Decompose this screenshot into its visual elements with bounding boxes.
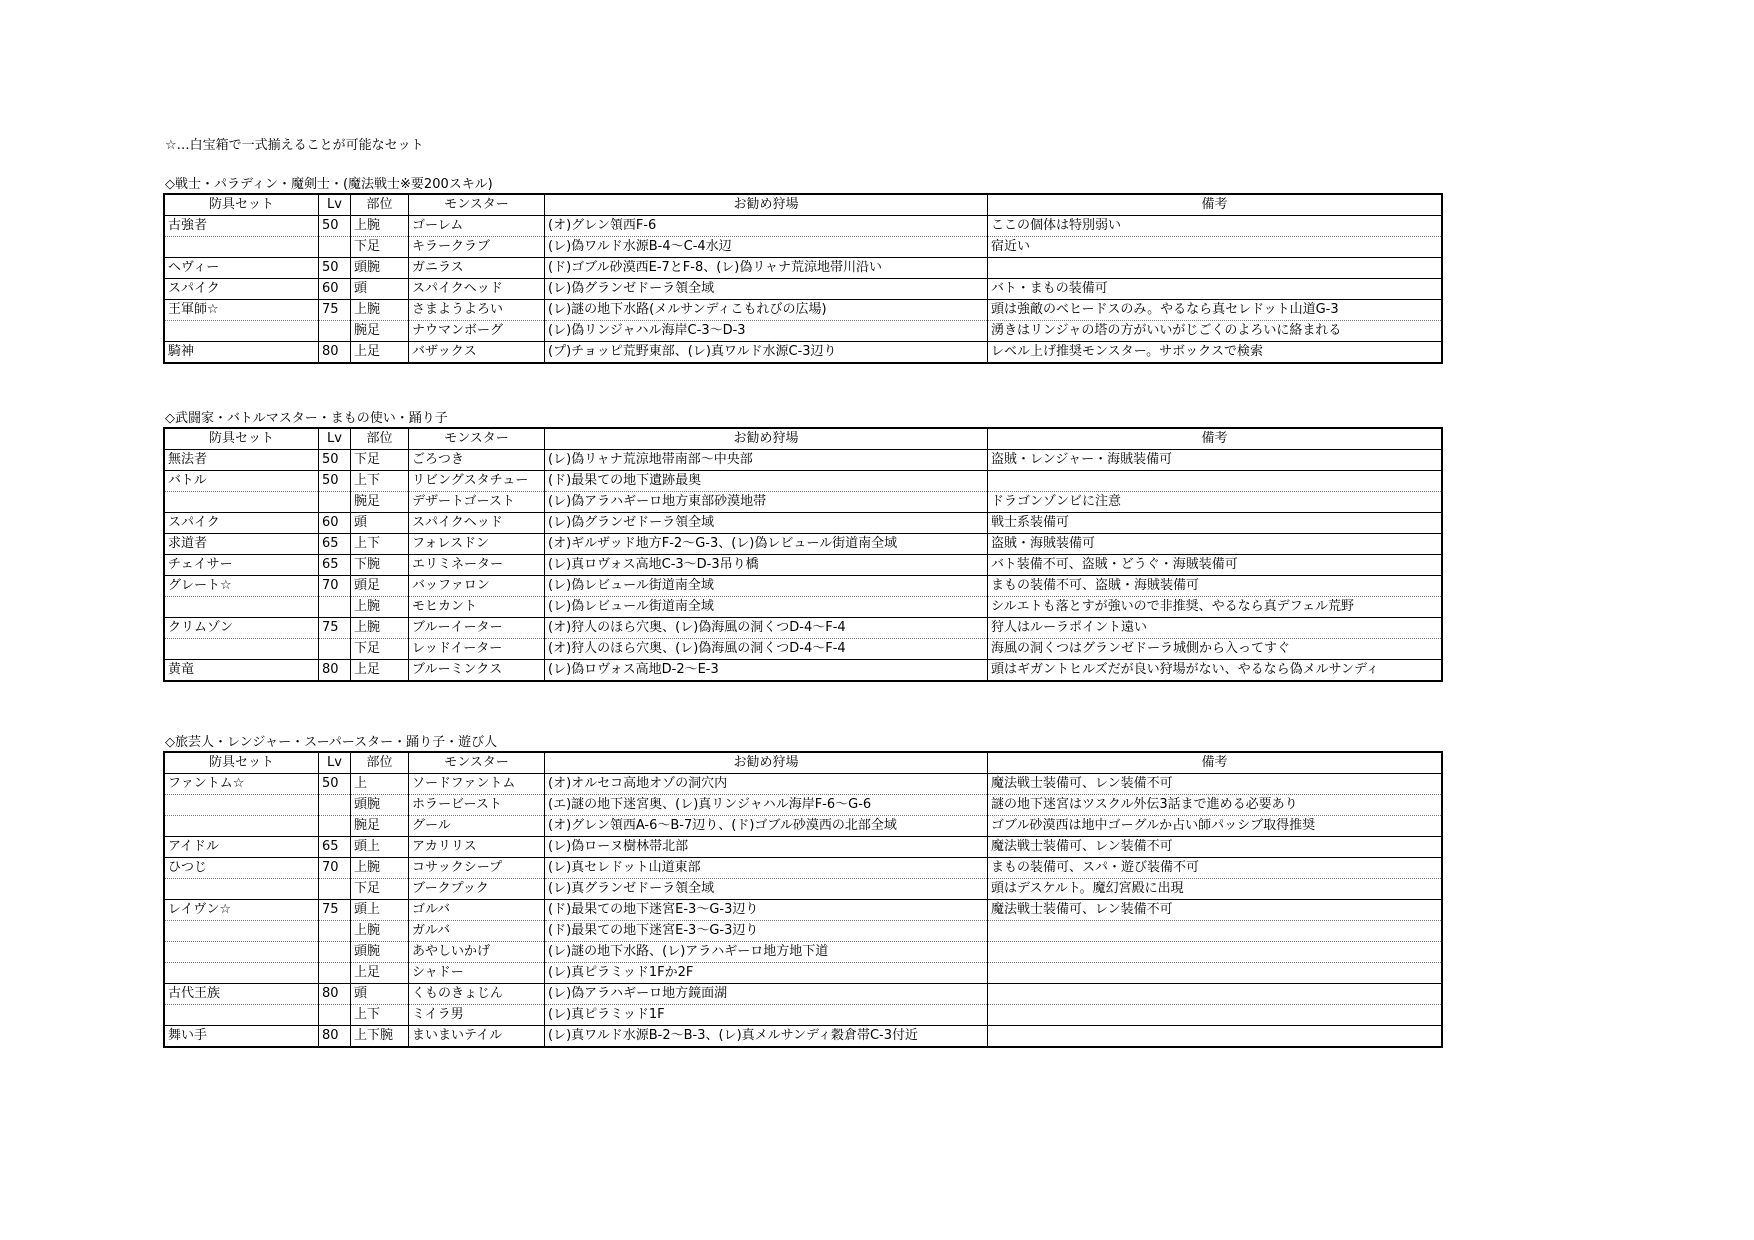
monster-cell: ブルーイーター	[409, 618, 545, 639]
header-monster: モンスター	[409, 428, 545, 450]
part-cell: 下足	[351, 450, 409, 471]
table-row	[164, 576, 1442, 597]
armor-set-cell	[164, 816, 319, 837]
monster-cell: さまようよろい	[409, 300, 545, 321]
part-cell: 上腕	[351, 597, 409, 618]
armor-set-cell	[164, 639, 319, 660]
hunting-ground-cell: (レ)真ピラミッド1F	[545, 1005, 988, 1026]
table-header-row	[164, 428, 1442, 450]
remarks-cell: バト装備不可、盗賊・どうぐ・海賊装備可	[988, 555, 1443, 576]
part-cell: 頭上	[351, 837, 409, 858]
part-cell: 上足	[351, 963, 409, 984]
part-cell: 頭	[351, 513, 409, 534]
part-cell: 下足	[351, 879, 409, 900]
part-cell: 頭足	[351, 576, 409, 597]
level-cell: 65	[319, 555, 351, 576]
table-row	[164, 837, 1442, 858]
armor-set-cell	[164, 597, 319, 618]
level-cell	[319, 942, 351, 963]
hunting-ground-cell: (ド)最果ての地下迷宮E-3～G-3辺り	[545, 900, 988, 921]
monster-cell: スパイクヘッド	[409, 513, 545, 534]
table-row	[164, 534, 1442, 555]
hunting-ground-cell: (エ)謎の地下迷宮奥、(レ)真リンジャハル海岸F-6～G-6	[545, 795, 988, 816]
monster-cell: デザートゴースト	[409, 492, 545, 513]
monster-cell: リビングスタチュー	[409, 471, 545, 492]
header-lv: Lv	[319, 428, 351, 450]
hunting-ground-cell: (レ)謎の地下水路(メルサンディこもれびの広場)	[545, 300, 988, 321]
table-row	[164, 879, 1442, 900]
remarks-cell	[988, 942, 1443, 963]
hunting-ground-cell: (オ)狩人のほら穴奥、(レ)偽海風の洞くつD-4～F-4	[545, 618, 988, 639]
monster-cell: モヒカント	[409, 597, 545, 618]
table-row	[164, 639, 1442, 660]
armor-set-cell	[164, 492, 319, 513]
level-cell	[319, 639, 351, 660]
monster-cell: ブークプック	[409, 879, 545, 900]
hunting-ground-cell: (オ)ギルザッド地方F-2～G-3、(レ)偽レビュール街道南全域	[545, 534, 988, 555]
level-cell	[319, 492, 351, 513]
equipment-table	[163, 427, 1443, 682]
table-row	[164, 660, 1442, 682]
level-cell: 60	[319, 279, 351, 300]
part-cell: 頭	[351, 984, 409, 1005]
armor-set-cell	[164, 963, 319, 984]
table-row	[164, 795, 1442, 816]
monster-cell: ナウマンボーグ	[409, 321, 545, 342]
level-cell	[319, 321, 351, 342]
armor-set-cell: 求道者	[164, 534, 319, 555]
level-cell: 50	[319, 450, 351, 471]
remarks-cell	[988, 471, 1443, 492]
part-cell: 上足	[351, 660, 409, 682]
equipment-table	[163, 751, 1443, 1048]
remarks-cell: 盗賊・レンジャー・海賊装備可	[988, 450, 1443, 471]
hunting-ground-cell: (レ)偽リャナ荒涼地帯南部～中央部	[545, 450, 988, 471]
remarks-cell: 宿近い	[988, 237, 1443, 258]
table-row	[164, 237, 1442, 258]
part-cell: 上下	[351, 534, 409, 555]
hunting-ground-cell: (ド)最果ての地下迷宮E-3～G-3辺り	[545, 921, 988, 942]
table-row	[164, 858, 1442, 879]
level-cell: 50	[319, 774, 351, 795]
part-cell: 上下腕	[351, 1026, 409, 1048]
remarks-cell	[988, 984, 1443, 1005]
table-row	[164, 216, 1442, 237]
armor-set-cell: アイドル	[164, 837, 319, 858]
armor-set-cell: 古強者	[164, 216, 319, 237]
table-row	[164, 492, 1442, 513]
remarks-cell: まもの装備可、スパ・遊び装備不可	[988, 858, 1443, 879]
header-remarks: 備考	[988, 752, 1443, 774]
armor-set-cell: 古代王族	[164, 984, 319, 1005]
monster-cell: グール	[409, 816, 545, 837]
armor-set-cell: スパイク	[164, 513, 319, 534]
remarks-cell: ここの個体は特別弱い	[988, 216, 1443, 237]
level-cell	[319, 816, 351, 837]
remarks-cell: 海風の洞くつはグランゼドーラ城側から入ってすぐ	[988, 639, 1443, 660]
part-cell: 頭腕	[351, 258, 409, 279]
part-cell: 上	[351, 774, 409, 795]
header-monster: モンスター	[409, 752, 545, 774]
table-row	[164, 900, 1442, 921]
monster-cell: フォレスドン	[409, 534, 545, 555]
table-row	[164, 984, 1442, 1005]
hunting-ground-cell: (レ)真セレドット山道東部	[545, 858, 988, 879]
armor-set-cell: バトル	[164, 471, 319, 492]
remarks-cell	[988, 921, 1443, 942]
header-remarks: 備考	[988, 428, 1443, 450]
armor-set-cell: ファントム☆	[164, 774, 319, 795]
armor-set-cell: 無法者	[164, 450, 319, 471]
part-cell: 頭上	[351, 900, 409, 921]
level-cell	[319, 921, 351, 942]
armor-set-cell	[164, 1005, 319, 1026]
header-part: 部位	[351, 752, 409, 774]
monster-cell: ガニラス	[409, 258, 545, 279]
armor-set-cell: チェイサー	[164, 555, 319, 576]
remarks-cell: まもの装備不可、盗賊・海賊装備可	[988, 576, 1443, 597]
header-part: 部位	[351, 428, 409, 450]
hunting-ground-cell: (オ)グレン領西F-6	[545, 216, 988, 237]
remarks-cell: 魔法戦士装備可、レン装備不可	[988, 774, 1443, 795]
section-title: ◇旅芸人・レンジャー・スーパースター・踊り子・遊び人	[165, 735, 498, 750]
remarks-cell: 湧きはリンジャの塔の方がいいがじごくのよろいに絡まれる	[988, 321, 1443, 342]
table-row	[164, 618, 1442, 639]
header-hunting-ground: お勧め狩場	[545, 194, 988, 216]
part-cell: 下腕	[351, 555, 409, 576]
remarks-cell: 盗賊・海賊装備可	[988, 534, 1443, 555]
remarks-cell: 戦士系装備可	[988, 513, 1443, 534]
part-cell: 頭腕	[351, 795, 409, 816]
remarks-cell: バト・まもの装備可	[988, 279, 1443, 300]
remarks-cell: 魔法戦士装備可、レン装備不可	[988, 837, 1443, 858]
monster-cell: ミイラ男	[409, 1005, 545, 1026]
remarks-cell: 頭はデスケルト。魔幻宮殿に出現	[988, 879, 1443, 900]
table-row	[164, 597, 1442, 618]
hunting-ground-cell: (レ)謎の地下水路、(レ)アラハギーロ地方地下道	[545, 942, 988, 963]
remarks-cell: 頭は強敵のベヒードスのみ。やるなら真セレドット山道G-3	[988, 300, 1443, 321]
header-lv: Lv	[319, 194, 351, 216]
monster-cell: まいまいテイル	[409, 1026, 545, 1048]
part-cell: 頭	[351, 279, 409, 300]
hunting-ground-cell: (ド)ゴブル砂漠西E-7とF-8、(レ)偽リャナ荒涼地帯川沿い	[545, 258, 988, 279]
header-lv: Lv	[319, 752, 351, 774]
hunting-ground-cell: (レ)真グランゼドーラ領全域	[545, 879, 988, 900]
table-row	[164, 513, 1442, 534]
monster-cell: ソードファントム	[409, 774, 545, 795]
hunting-ground-cell: (レ)偽アラハギーロ地方鏡面湖	[545, 984, 988, 1005]
header-armor-set: 防具セット	[164, 428, 319, 450]
section-title: ◇武闘家・バトルマスター・まもの使い・踊り子	[165, 411, 448, 426]
part-cell: 上下	[351, 471, 409, 492]
monster-cell: ごろつき	[409, 450, 545, 471]
section-martial-artist	[163, 410, 1426, 682]
remarks-cell: レベル上げ推奨モンスター。サボックスで検索	[988, 342, 1443, 364]
level-cell: 60	[319, 513, 351, 534]
table-row	[164, 942, 1442, 963]
level-cell: 50	[319, 258, 351, 279]
level-cell: 75	[319, 900, 351, 921]
header-armor-set: 防具セット	[164, 752, 319, 774]
armor-set-cell: 舞い手	[164, 1026, 319, 1048]
level-cell	[319, 795, 351, 816]
table-header-row	[164, 194, 1442, 216]
part-cell: 頭腕	[351, 942, 409, 963]
table-row	[164, 450, 1442, 471]
part-cell: 上腕	[351, 618, 409, 639]
hunting-ground-cell: (レ)偽レビュール街道南全域	[545, 576, 988, 597]
level-cell: 75	[319, 618, 351, 639]
level-cell: 80	[319, 342, 351, 364]
monster-cell: ホラービースト	[409, 795, 545, 816]
remarks-cell: ドラゴンゾンビに注意	[988, 492, 1443, 513]
monster-cell: ゴルバ	[409, 900, 545, 921]
part-cell: 上腕	[351, 858, 409, 879]
armor-set-cell: 黄竜	[164, 660, 319, 682]
armor-set-cell	[164, 879, 319, 900]
table-row	[164, 300, 1442, 321]
remarks-cell: シルエトも落とすが強いので非推奨、やるなら真デフェル荒野	[988, 597, 1443, 618]
section-warrior	[163, 176, 1426, 364]
hunting-ground-cell: (レ)真ワルド水源B-2～B-3、(レ)真メルサンディ穀倉帯C-3付近	[545, 1026, 988, 1048]
armor-set-cell: スパイク	[164, 279, 319, 300]
remarks-cell: 魔法戦士装備可、レン装備不可	[988, 900, 1443, 921]
table-row	[164, 1005, 1442, 1026]
level-cell: 70	[319, 576, 351, 597]
level-cell: 65	[319, 534, 351, 555]
table-row	[164, 258, 1442, 279]
armor-set-cell	[164, 942, 319, 963]
header-hunting-ground: お勧め狩場	[545, 428, 988, 450]
hunting-ground-cell: (レ)偽レビュール街道南全域	[545, 597, 988, 618]
header-monster: モンスター	[409, 194, 545, 216]
hunting-ground-cell: (レ)真ロヴォス高地C-3～D-3吊り橋	[545, 555, 988, 576]
level-cell	[319, 237, 351, 258]
remarks-cell: ゴブル砂漠西は地中ゴーグルか占い師パッシブ取得推奨	[988, 816, 1443, 837]
remarks-cell	[988, 1026, 1443, 1048]
remarks-cell	[988, 258, 1443, 279]
hunting-ground-cell: (ド)最果ての地下遺跡最奥	[545, 471, 988, 492]
table-row	[164, 321, 1442, 342]
armor-set-cell: ヘヴィー	[164, 258, 319, 279]
part-cell: 腕足	[351, 816, 409, 837]
table-row	[164, 816, 1442, 837]
remarks-cell	[988, 963, 1443, 984]
hunting-ground-cell: (オ)グレン領西A-6～B-7辺り、(ド)ゴブル砂漠西の北部全域	[545, 816, 988, 837]
table-row	[164, 555, 1442, 576]
equipment-table	[163, 193, 1443, 364]
hunting-ground-cell: (レ)偽アラハギーロ地方東部砂漠地帯	[545, 492, 988, 513]
table-row	[164, 921, 1442, 942]
level-cell	[319, 879, 351, 900]
monster-cell: スパイクヘッド	[409, 279, 545, 300]
monster-cell: アカリリス	[409, 837, 545, 858]
armor-set-cell	[164, 237, 319, 258]
monster-cell: バザックス	[409, 342, 545, 364]
hunting-ground-cell: (レ)偽ワルド水源B-4～C-4水辺	[545, 237, 988, 258]
level-cell: 70	[319, 858, 351, 879]
armor-set-cell: クリムゾン	[164, 618, 319, 639]
monster-cell: あやしいかげ	[409, 942, 545, 963]
part-cell: 腕足	[351, 492, 409, 513]
armor-set-cell	[164, 795, 319, 816]
section-title: ◇戦士・パラディン・魔剣士・(魔法戦士※要200スキル)	[165, 177, 493, 192]
monster-cell: シャドー	[409, 963, 545, 984]
table-header-row	[164, 752, 1442, 774]
remarks-cell: 頭はギガントヒルズだが良い狩場がない、やるなら偽メルサンディ	[988, 660, 1443, 682]
level-cell: 80	[319, 1026, 351, 1048]
monster-cell: ガルバ	[409, 921, 545, 942]
monster-cell: ゴーレム	[409, 216, 545, 237]
level-cell: 50	[319, 216, 351, 237]
armor-set-cell	[164, 321, 319, 342]
level-cell: 75	[319, 300, 351, 321]
armor-set-cell: グレート☆	[164, 576, 319, 597]
monster-cell: コサックシープ	[409, 858, 545, 879]
armor-set-cell: ひつじ	[164, 858, 319, 879]
remarks-cell: 狩人はルーラポイント遠い	[988, 618, 1443, 639]
hunting-ground-cell: (レ)偽ローヌ樹林帯北部	[545, 837, 988, 858]
header-armor-set: 防具セット	[164, 194, 319, 216]
hunting-ground-cell: (レ)真ピラミッド1Fか2F	[545, 963, 988, 984]
part-cell: 下足	[351, 639, 409, 660]
armor-set-cell	[164, 921, 319, 942]
remarks-cell: 謎の地下迷宮はツスクル外伝3話まで進める必要あり	[988, 795, 1443, 816]
remarks-cell	[988, 1005, 1443, 1026]
part-cell: 上足	[351, 342, 409, 364]
table-row	[164, 342, 1442, 364]
level-cell	[319, 963, 351, 984]
armor-set-cell: レイヴン☆	[164, 900, 319, 921]
level-cell	[319, 597, 351, 618]
header-hunting-ground: お勧め狩場	[545, 752, 988, 774]
hunting-ground-cell: (プ)チョッピ荒野東部、(レ)真ワルド水源C-3辺り	[545, 342, 988, 364]
monster-cell: キラークラブ	[409, 237, 545, 258]
part-cell: 上下	[351, 1005, 409, 1026]
level-cell	[319, 1005, 351, 1026]
hunting-ground-cell: (レ)偽ロヴォス高地D-2～E-3	[545, 660, 988, 682]
table-row	[164, 963, 1442, 984]
monster-cell: エリミネーター	[409, 555, 545, 576]
part-cell: 上腕	[351, 216, 409, 237]
table-row	[164, 774, 1442, 795]
header-remarks: 備考	[988, 194, 1443, 216]
table-row	[164, 471, 1442, 492]
part-cell: 腕足	[351, 321, 409, 342]
hunting-ground-cell: (レ)偽グランゼドーラ領全域	[545, 513, 988, 534]
hunting-ground-cell: (レ)偽グランゼドーラ領全域	[545, 279, 988, 300]
hunting-ground-cell: (オ)オルセコ高地オゾの洞穴内	[545, 774, 988, 795]
part-cell: 上腕	[351, 921, 409, 942]
monster-cell: レッドイーター	[409, 639, 545, 660]
header-part: 部位	[351, 194, 409, 216]
level-cell: 50	[319, 471, 351, 492]
table-row	[164, 1026, 1442, 1048]
part-cell: 下足	[351, 237, 409, 258]
monster-cell: バッファロン	[409, 576, 545, 597]
armor-set-cell: 王軍師☆	[164, 300, 319, 321]
legend-note: ☆…白宝箱で一式揃えることが可能なセット	[165, 138, 424, 153]
part-cell: 上腕	[351, 300, 409, 321]
monster-cell: ブルーミンクス	[409, 660, 545, 682]
armor-set-cell: 騎神	[164, 342, 319, 364]
level-cell: 80	[319, 660, 351, 682]
level-cell: 65	[319, 837, 351, 858]
section-performer	[163, 734, 1426, 1048]
monster-cell: くものきょじん	[409, 984, 545, 1005]
hunting-ground-cell: (レ)偽リンジャハル海岸C-3～D-3	[545, 321, 988, 342]
table-row	[164, 279, 1442, 300]
hunting-ground-cell: (オ)狩人のほら穴奥、(レ)偽海風の洞くつD-4～F-4	[545, 639, 988, 660]
level-cell: 80	[319, 984, 351, 1005]
